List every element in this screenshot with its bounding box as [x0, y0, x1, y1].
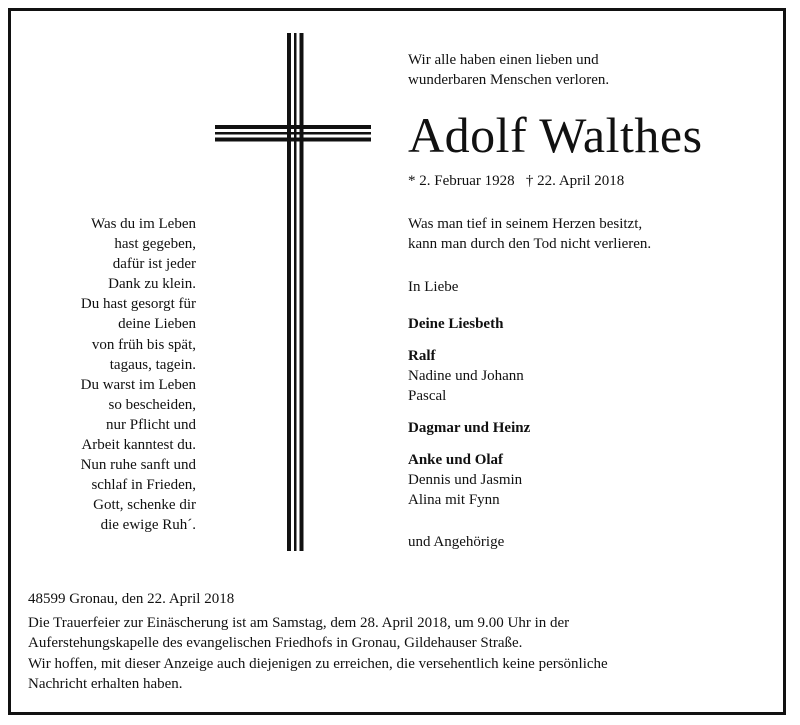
- mourner-relatives: und Angehörige: [408, 534, 505, 550]
- intro-line: wunderbaren Menschen verloren.: [408, 72, 610, 88]
- mourner-line: Nadine und Johann: [408, 368, 524, 384]
- quote: [408, 214, 651, 254]
- poem-line: nur Pflicht und: [106, 416, 196, 433]
- poem-line: Dank zu klein.: [108, 276, 196, 293]
- poem-line: Was du im Leben: [90, 216, 196, 232]
- place-date: 48599 Gronau, den 22. April 2018: [28, 591, 235, 607]
- deceased-name: Adolf Walthes: [408, 107, 703, 163]
- quote-line: kann man durch den Tod nicht verlieren.: [408, 236, 652, 252]
- footer-line: Wir hoffen, mit dieser Anzeige auch diejenigen zu erreichen, die versehentlich keine persönliche: [28, 655, 608, 672]
- cross-icon: [215, 33, 371, 551]
- mourner-line: Alina mit Fynn: [408, 492, 500, 508]
- death-date: † 22. April 2018: [525, 173, 625, 189]
- poem-line: dafür ist jeder: [112, 256, 196, 273]
- poem-line: die ewige Ruh´.: [100, 517, 196, 534]
- poem-line: schlaf in Frieden,: [91, 477, 196, 494]
- life-dates: [408, 171, 624, 191]
- poem-line: Nun ruhe sanft und: [80, 457, 196, 474]
- mourner-line: Pascal: [408, 388, 447, 404]
- mourners-list: [408, 314, 768, 552]
- poem-line: Du warst im Leben: [80, 376, 196, 393]
- intro-text: [408, 50, 609, 90]
- footer-line: Die Trauerfeier zur Einäscherung ist am Samstag, dem 28. April 2018, um 9.00 Uhr in der: [28, 615, 570, 632]
- mourner-liesbeth: Deine Liesbeth: [408, 316, 504, 332]
- footer-line: Nachricht erhalten haben.: [28, 675, 183, 692]
- footer-notice: [28, 589, 768, 694]
- in-liebe: In Liebe: [408, 279, 459, 295]
- intro-line: Wir alle haben einen lieben und: [408, 52, 599, 68]
- poem-line: tagaus, tagein.: [109, 356, 196, 373]
- mourner-dagmar: Dagmar und Heinz: [408, 420, 531, 436]
- quote-line: Was man tief in seinem Herzen besitzt,: [408, 216, 643, 232]
- mourner-ralf: Ralf: [408, 348, 436, 364]
- poem-line: Du hast gesorgt für: [80, 296, 196, 313]
- poem-line: von früh bis spät,: [91, 336, 196, 353]
- footer-line: Auferstehungskapelle des evangelischen Friedhofs in Gronau, Gildehauser Straße.: [28, 635, 523, 652]
- poem: [28, 214, 196, 536]
- mourner-line: Dennis und Jasmin: [408, 472, 523, 488]
- poem-line: so bescheiden,: [108, 396, 196, 413]
- poem-line: deine Lieben: [118, 316, 196, 333]
- poem-line: hast gegeben,: [114, 236, 196, 253]
- birth-date: * 2. Februar 1928: [408, 173, 515, 189]
- poem-line: Arbeit kanntest du.: [81, 437, 196, 454]
- mourner-anke: Anke und Olaf: [408, 452, 504, 468]
- poem-line: Gott, schenke dir: [93, 497, 196, 514]
